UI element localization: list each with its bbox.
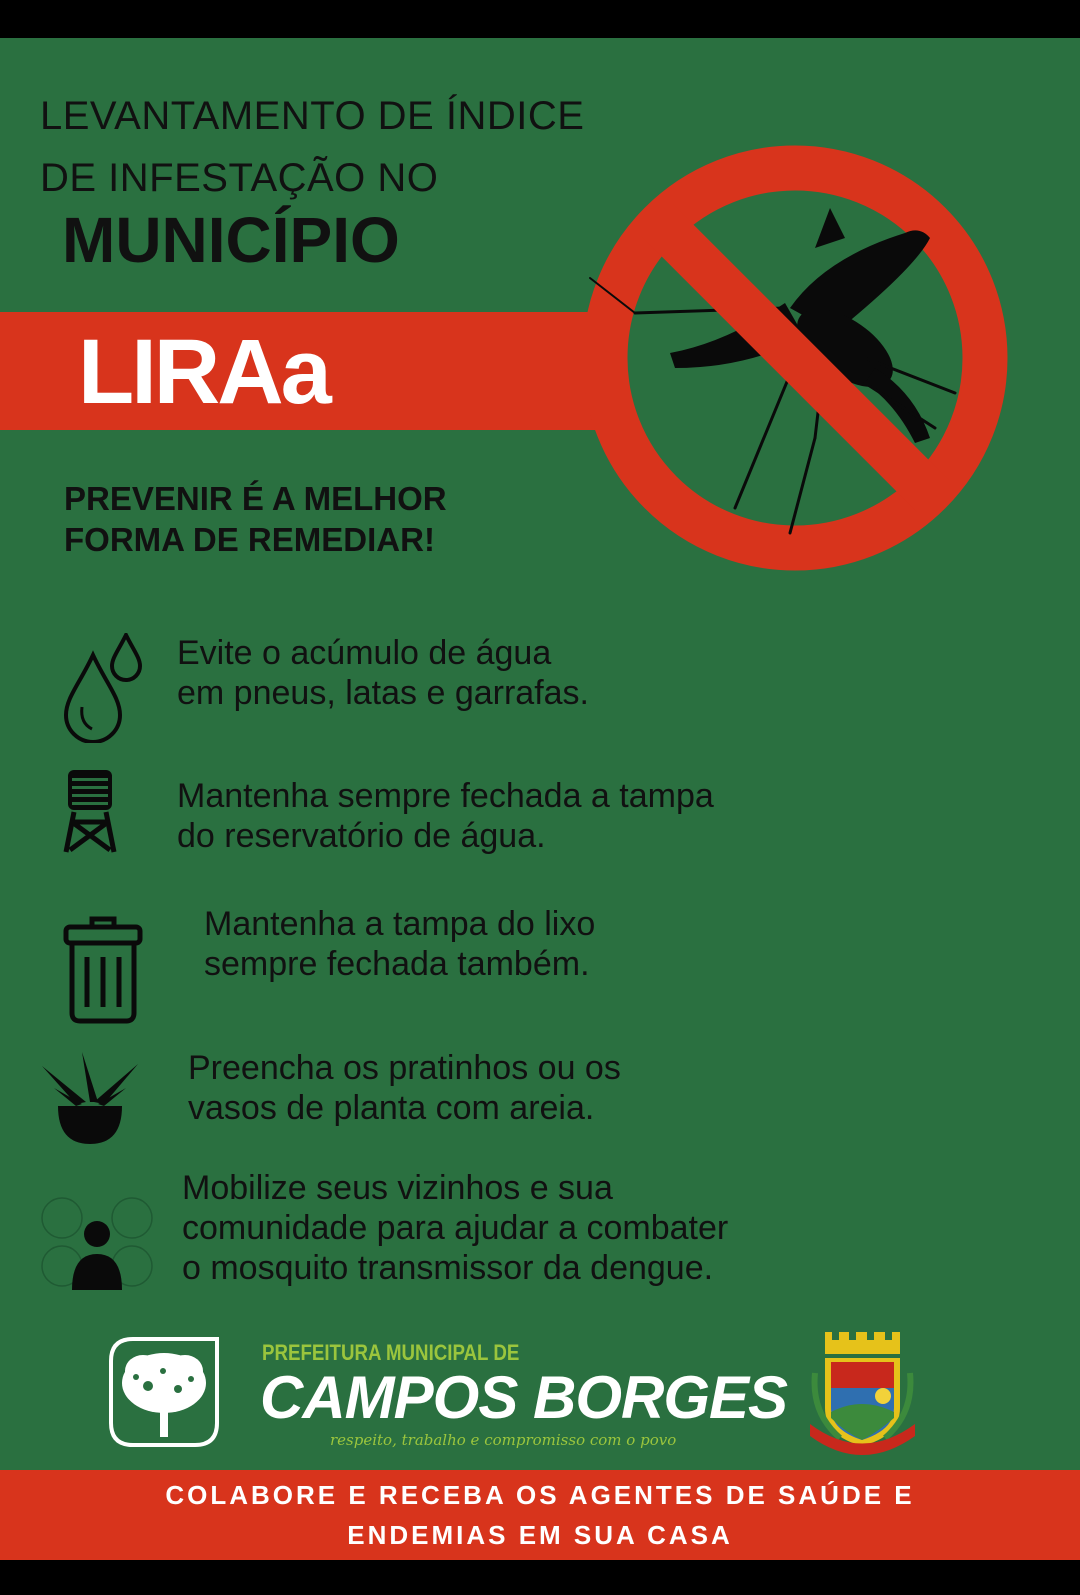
tip-2-line-1: Mantenha sempre fechada a tampa <box>177 777 714 815</box>
tip-2-line-2: do reservatório de água. <box>177 817 546 856</box>
footer-line-2: ENDEMIAS EM SUA CASA <box>347 1520 733 1550</box>
tip-1-line-2: em pneus, latas e garrafas. <box>177 674 590 713</box>
program-name: LIRAa <box>78 321 329 423</box>
lira-poster <box>0 38 1080 1560</box>
header-emphasis: MUNICÍPIO <box>62 204 400 276</box>
community-icon <box>40 1188 155 1293</box>
tip-4 <box>188 1048 621 1128</box>
tip-3-line-1: Mantenha a tampa do lixo <box>204 905 596 943</box>
tip-1 <box>177 633 589 713</box>
tip-4-line-2: vasos de planta com areia. <box>188 1089 595 1128</box>
header-line-2: DE INFESTAÇÃO NO <box>40 156 439 200</box>
tip-5-line-2: comunidade para ajudar a combater <box>182 1209 729 1248</box>
no-mosquito-icon <box>575 138 1015 578</box>
trash-can-icon <box>62 913 144 1025</box>
header-line-1: LEVANTAMENTO DE ÍNDICE <box>40 94 585 138</box>
slogan-line-2: FORMA DE REMEDIAR! <box>64 521 435 559</box>
tip-4-line-1: Preencha os pratinhos ou os <box>188 1049 621 1087</box>
potted-plant-icon <box>40 1044 140 1148</box>
tip-5-line-1: Mobilize seus vizinhos e sua <box>182 1169 613 1207</box>
water-drops-icon <box>58 633 148 743</box>
tip-3 <box>204 904 595 984</box>
prefeitura-motto: respeito, trabalho e compromisso com o povo <box>330 1431 677 1449</box>
footer-line-1: COLABORE E RECEBA OS AGENTES DE SAÚDE E <box>165 1480 915 1510</box>
tip-1-line-1: Evite o acúmulo de água <box>177 634 552 672</box>
footer-banner <box>0 1470 1080 1560</box>
water-tank-icon <box>60 766 120 854</box>
municipal-crest-icon <box>805 1328 920 1458</box>
tip-2 <box>177 776 714 856</box>
prefeitura-name: CAMPOS BORGES <box>260 1364 788 1431</box>
prefeitura-label: PREFEITURA MUNICIPAL DE <box>262 1340 520 1365</box>
slogan-line-1: PREVENIR É A MELHOR <box>64 480 447 517</box>
logos-row <box>0 1323 1080 1458</box>
tip-5-line-3: o mosquito transmissor da dengue. <box>182 1249 714 1288</box>
tip-5 <box>182 1168 728 1288</box>
tree-logo-icon <box>103 1331 225 1453</box>
tip-3-line-2: sempre fechada também. <box>204 945 590 984</box>
slogan <box>64 478 447 561</box>
